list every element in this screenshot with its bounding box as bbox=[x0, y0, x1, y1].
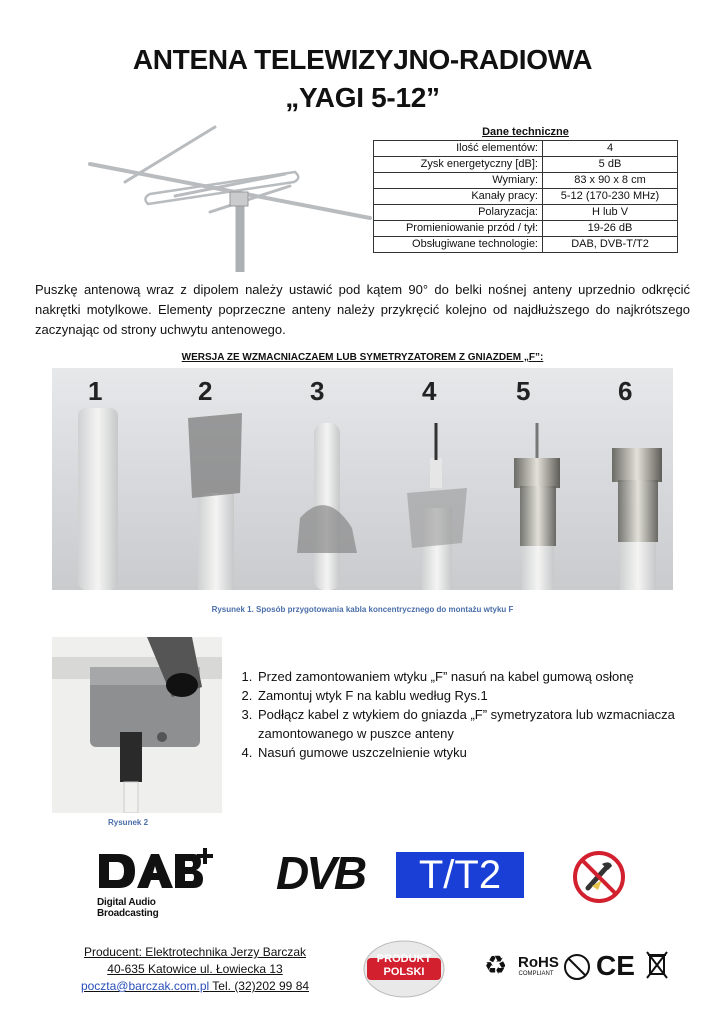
dvb-text: DVB bbox=[276, 847, 365, 899]
produkt-line-1: PRODUKT bbox=[376, 953, 432, 965]
list-item: 3. Podłącz kabel z wtykiem do gniazda „F” symetryzatora lub wzmacniacza zamontowanego w puszce anteny bbox=[256, 705, 716, 743]
spec-value: 4 bbox=[543, 141, 678, 157]
pb-free-icon bbox=[563, 953, 591, 981]
list-item: 4. Nasuń gumowe uszczelnienie wtyku bbox=[256, 743, 716, 762]
spec-row bbox=[374, 173, 678, 189]
rohs-subtext: COMPLIANT bbox=[518, 971, 554, 977]
rohs-logo bbox=[518, 954, 559, 977]
dvb-t-text: T/T2 bbox=[418, 853, 502, 897]
dab-plus-logo bbox=[97, 848, 217, 919]
spec-key: Polaryzacja: bbox=[374, 205, 543, 221]
list-item: 2. Zamontuj wtyk F na kablu według Rys.1 bbox=[256, 686, 716, 705]
produkt-polski-badge bbox=[363, 940, 445, 998]
spec-value: 5-12 (170-230 MHz) bbox=[543, 189, 678, 205]
photo-number: 6 bbox=[618, 376, 633, 406]
spec-row bbox=[374, 189, 678, 205]
spec-key: Zysk energetyczny [dB]: bbox=[374, 157, 543, 173]
spec-value: H lub V bbox=[543, 205, 678, 221]
cable-drawings bbox=[52, 368, 673, 590]
figure-2-caption: Rysunek 2 bbox=[108, 818, 149, 827]
rohs-text: RoHS bbox=[518, 954, 559, 971]
spec-row bbox=[374, 205, 678, 221]
phone-number: Tel. (32)202 99 84 bbox=[209, 979, 310, 993]
title-line-1: ANTENA TELEWIZYJNO-RADIOWA bbox=[132, 44, 593, 75]
mounting-steps bbox=[238, 667, 716, 762]
spec-row bbox=[374, 141, 678, 157]
photo-number: 3 bbox=[310, 376, 325, 406]
spec-key: Ilość elementów: bbox=[374, 141, 543, 157]
spec-value: 5 dB bbox=[543, 157, 678, 173]
photo-number: 1 bbox=[88, 376, 103, 406]
spec-key: Obsługiwane technologie: bbox=[374, 237, 543, 253]
dvb-t-box bbox=[396, 852, 524, 898]
email-link[interactable]: poczta@barczak.com.pl bbox=[80, 979, 210, 993]
section-heading: WERSJA ZE WZMACNIACZAEM LUB SYMETRYZATOREM Z GNIAZDEM „F”: bbox=[181, 352, 544, 363]
spec-row bbox=[374, 221, 678, 237]
spec-row bbox=[374, 237, 678, 253]
cable-preparation-photo bbox=[52, 368, 673, 590]
figure-1-caption: Rysunek 1. Sposób przygotowania kabla koncentrycznego do montażu wtyku F bbox=[211, 605, 514, 614]
specs-table bbox=[373, 126, 678, 253]
recycle-icon: ♻ bbox=[484, 950, 508, 980]
spec-value: 83 x 90 x 8 cm bbox=[543, 173, 678, 189]
dab-subtitle: Digital Audio Broadcasting bbox=[97, 897, 159, 919]
spec-value: DAB, DVB-T/T2 bbox=[543, 237, 678, 253]
produkt-line-2: POLSKI bbox=[383, 966, 425, 978]
list-item: 1. Przed zamontowaniem wtyku „F” nasuń na kabel gumową osłonę bbox=[256, 667, 716, 686]
antenna-photo bbox=[80, 122, 380, 272]
producer-address: 40-635 Katowice ul. Łowiecka 13 bbox=[107, 962, 283, 976]
dvb-t-t2-logo bbox=[276, 847, 524, 900]
spec-row bbox=[374, 157, 678, 173]
title-line-2: „YAGI 5-12” bbox=[285, 82, 440, 113]
spec-key: Wymiary: bbox=[374, 173, 543, 189]
specs-caption: Dane techniczne bbox=[482, 126, 569, 138]
spec-value: 19-26 dB bbox=[543, 221, 678, 237]
photo-number: 5 bbox=[516, 376, 531, 406]
no-tools-icon bbox=[572, 850, 626, 904]
photo-number: 2 bbox=[198, 376, 213, 406]
weee-bin-icon bbox=[646, 950, 668, 980]
intro-paragraph: Puszkę antenową wraz z dipolem należy ustawić pod kątem 90° do belki nośnej anteny uprzednio odkręcić nakrętki motylkowe. Elementy poprzeczne anteny należy przykręcić kolejno od najdłuższego do najkrótszego zaczynając od strony uchwytu antenowego. bbox=[35, 282, 690, 337]
spec-key: Kanały pracy: bbox=[374, 189, 543, 205]
connector-photo bbox=[52, 637, 222, 813]
producer-name: Producent: Elektrotechnika Jerzy Barczak bbox=[83, 945, 307, 959]
ce-mark: CE bbox=[596, 950, 635, 981]
dab-logo-mark bbox=[97, 848, 217, 892]
producer-info bbox=[60, 944, 330, 995]
photo-number: 4 bbox=[422, 376, 437, 406]
connector-drawing bbox=[52, 637, 222, 813]
spec-key: Promieniowanie przód / tył: bbox=[374, 221, 543, 237]
